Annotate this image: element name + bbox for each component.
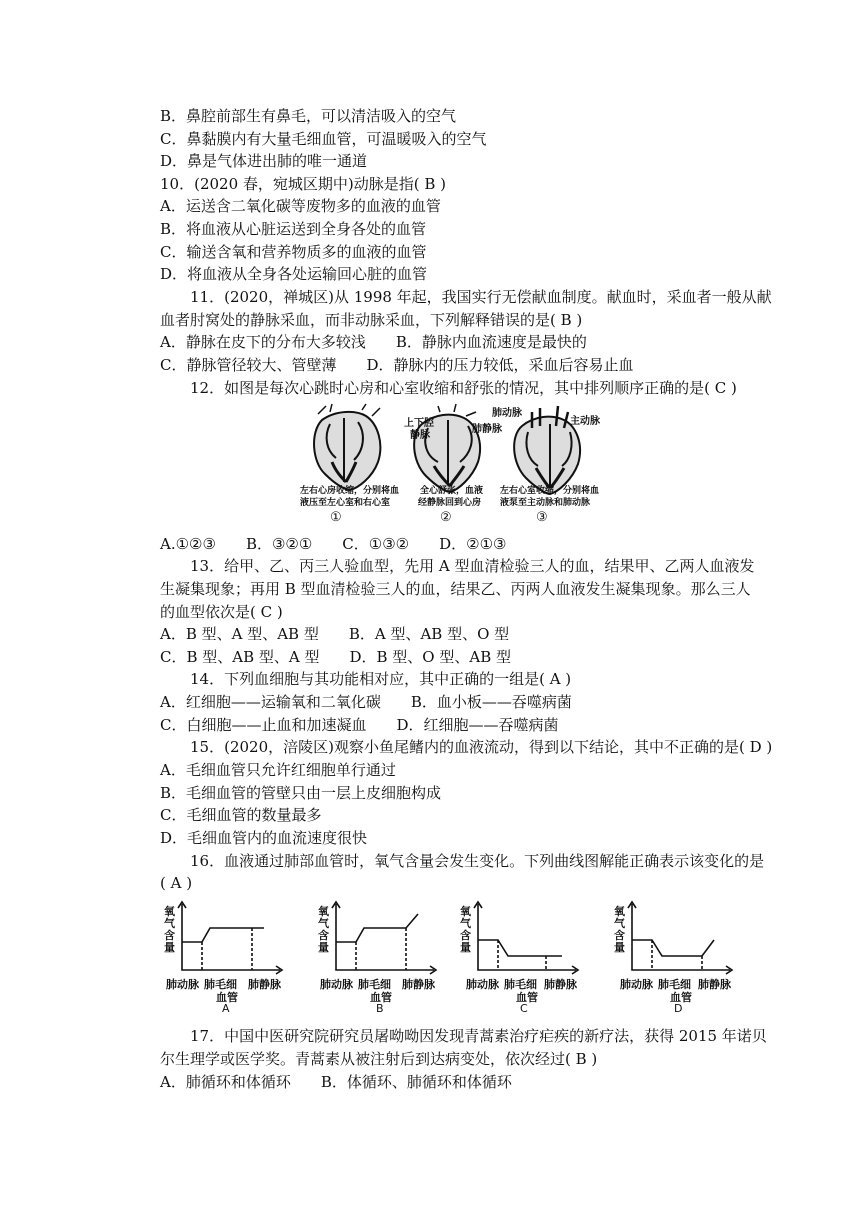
graph-a-x1: 肺动脉 (166, 978, 199, 991)
option-line: D．鼻是气体进出肺的唯一通道 (160, 152, 368, 170)
graph-c-x2a: 肺毛细 (504, 978, 537, 991)
option-line: D．将血液从全身各处运输回心脏的血管 (160, 265, 428, 283)
question-11: 11．(2020，禅城区)从 1998 年起，我国实行无偿献血制度。献血时，采血者一般从献 (190, 288, 772, 306)
graph-lines (160, 900, 750, 1018)
label-pulmonary-artery: 肺动脉 (492, 408, 522, 419)
graph-d-plot (628, 902, 732, 974)
graph-d-x2a: 肺毛细 (658, 978, 691, 991)
graph-a-x2b: 血管 (216, 991, 238, 1004)
graph-d-x2b: 血管 (670, 991, 692, 1004)
graph-a-letter: A (222, 1002, 230, 1015)
option-line: B．鼻腔前部生有鼻毛，可以清洁吸入的空气 (160, 107, 457, 125)
caption-panel-2-line2: 经静脉回到心房 (418, 498, 482, 508)
graph-c-plot (474, 902, 578, 974)
graph-d-x1: 肺动脉 (620, 978, 653, 991)
graph-c-x1: 肺动脉 (466, 978, 499, 991)
question-15: 15．(2020，涪陵区)观察小鱼尾鳍内的血液流动，得到以下结论，其中不正确的是( D ) (190, 738, 773, 756)
caption-panel-1-line1: 左右心房收缩，分别将血 (300, 486, 400, 496)
panel-number-3: ③ (536, 510, 548, 525)
option-line: B．将血液从心脏运送到全身各处的血管 (160, 220, 427, 238)
caption-panel-2-line1: 全心舒张，血液 (420, 486, 484, 496)
caption-panel-3-line2: 液泵至主动脉和肺动脉 (500, 498, 591, 508)
oxygen-graphs (160, 900, 750, 1018)
question-17: 17．中国中医研究院研究员屠呦呦因发现青蒿素治疗疟疾的新疗法，获得 2015 年诺贝 (190, 1027, 767, 1045)
graph-a-x2a: 肺毛细 (204, 978, 237, 991)
question-16: 16．血液通过肺部血管时，氧气含量会发生变化。下列曲线图解能正确表示该变化的是 (190, 852, 765, 870)
option-line: A．红细胞——运输氧和二氧化碳 B．血小板——吞噬病菌 (160, 693, 572, 711)
question-17-cont: 尔生理学或医学奖。青蒿素从被注射后到达病变处，依次经过( B ) (160, 1050, 598, 1068)
question-14: 14．下列血细胞与其功能相对应，其中正确的一组是( A ) (190, 670, 572, 688)
option-line: A．静脉在皮下的分布大多较浅 B．静脉内血流速度是最快的 (160, 333, 587, 351)
label-vena-cava: 上下腔 (404, 418, 434, 429)
graph-b-plot (332, 902, 436, 974)
panel-number-2: ② (440, 510, 452, 525)
option-line: A.①②③ B．③②① C．①③② D．②①③ (160, 535, 507, 553)
question-11-cont: 血者肘窝处的静脉采血，而非动脉采血，下列解释错误的是( B ) (160, 311, 583, 329)
graph-d-ylabel: 氧气含量 (614, 905, 625, 954)
option-line: C．白细胞——止血和加速凝血 D．红细胞——吞噬病菌 (160, 716, 559, 734)
graph-b-x2a: 肺毛细 (358, 978, 391, 991)
label-pulmonary-vein: 肺静脉 (472, 424, 502, 435)
question-16-cont: ( A ) (160, 874, 193, 892)
question-10: 10．(2020 春，宛城区期中)动脉是指( B ) (160, 175, 446, 193)
option-line: A．B 型、A 型、AB 型 B．A 型、AB 型、O 型 (160, 625, 510, 643)
caption-panel-1-line2: 液压至左心室和右心室 (300, 498, 391, 508)
graph-d-letter: D (674, 1002, 683, 1015)
graph-d-x3: 肺静脉 (698, 978, 731, 991)
question-13-cont: 生凝集现象；再用 B 型血清检验三人的血，结果乙、丙两人血液发生凝集现象。那么三人 (160, 580, 751, 598)
option-line: A．肺循环和体循环 B．体循环、肺循环和体循环 (160, 1073, 512, 1091)
graph-b-letter: B (376, 1002, 384, 1015)
question-12: 12．如图是每次心跳时心房和心室收缩和舒张的情况，其中排列顺序正确的是( C ) (190, 379, 737, 397)
option-line: C．输送含氧和营养物质多的血液的血管 (160, 243, 427, 261)
question-13-cont: 的血型依次是( C ) (160, 603, 283, 621)
graph-a-ylabel: 氧气含量 (164, 905, 175, 954)
graph-b-x2b: 血管 (370, 991, 392, 1004)
graph-b-x1: 肺动脉 (320, 978, 353, 991)
heart-diagram-1 (314, 404, 380, 490)
option-line: A．毛细血管只允许红细胞单行通过 (160, 761, 396, 779)
option-line: C．毛细血管的数量最多 (160, 806, 322, 824)
option-line: C．鼻黏膜内有大量毛细血管，可温暖吸入的空气 (160, 130, 487, 148)
graph-c-x2b: 血管 (516, 991, 538, 1004)
graph-a-x3: 肺静脉 (248, 978, 281, 991)
option-line: D．毛细血管内的血流速度很快 (160, 829, 368, 847)
panel-number-1: ① (330, 510, 342, 525)
label-vena-cava-2: 静脉 (410, 430, 430, 441)
question-13: 13．给甲、乙、丙三人验血型，先用 A 型血清检验三人的血，结果甲、乙两人血液发 (190, 557, 755, 575)
option-line: A．运送含二氧化碳等废物多的血液的血管 (160, 197, 441, 215)
label-aorta: 主动脉 (570, 416, 600, 427)
graph-a-plot (178, 902, 282, 974)
heart-cycle-figure (300, 402, 610, 526)
option-line: B．毛细血管的管壁只由一层上皮细胞构成 (160, 784, 442, 802)
graph-c-ylabel: 氧气含量 (460, 905, 471, 954)
caption-panel-3-line1: 左右心室收缩，分别将血 (500, 486, 600, 496)
graph-c-letter: C (520, 1002, 528, 1015)
graph-b-x3: 肺静脉 (402, 978, 435, 991)
graph-c-x3: 肺静脉 (544, 978, 577, 991)
option-line: C．静脉管径较大、管壁薄 D．静脉内的压力较低，采血后容易止血 (160, 356, 634, 374)
graph-b-ylabel: 氧气含量 (318, 905, 329, 954)
option-line: C．B 型、AB 型、A 型 D．B 型、O 型、AB 型 (160, 648, 511, 666)
